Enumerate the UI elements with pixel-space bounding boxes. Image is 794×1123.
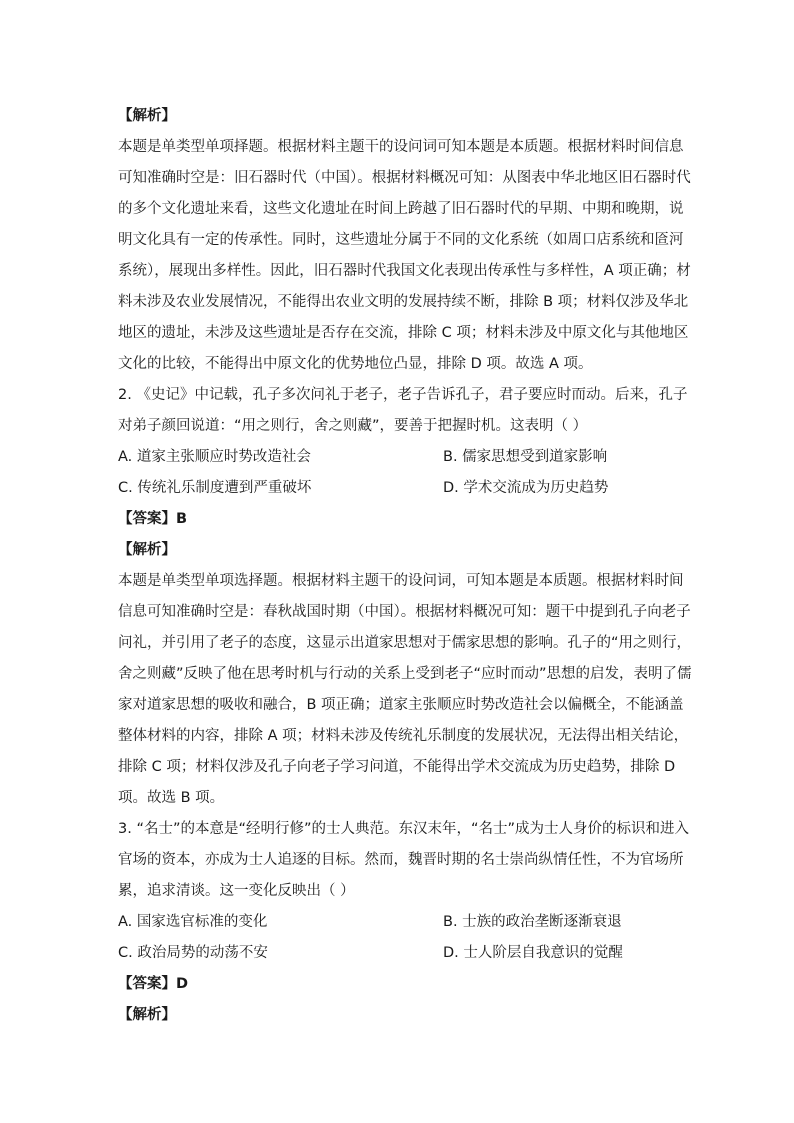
question-2-option-d: D. 学术交流成为历史趋势 — [443, 480, 609, 496]
question-2-answer: 【答案】B — [118, 511, 188, 527]
document-page — [118, 101, 692, 1031]
question-3-line-1: 3. “名士”的本意是“经明行修”的士人典范。东汉末年，“名士”成为士人身价的标识和进入 — [118, 821, 690, 837]
question-2-analysis-line-2: 信息可知准确时空是：春秋战国时期（中国）。根据材料概况可知：题干中提到孔子向老子 — [118, 604, 691, 620]
question-3-option-a: A. 国家选官标准的变化 — [118, 914, 268, 930]
analysis-1-line-8: 文化的比较，不能得出中原文化的优势地位凸显，排除 D 项。故选 A 项。 — [118, 356, 593, 372]
question-3-answer: 【答案】D — [118, 976, 189, 992]
question-2-analysis-line-1: 本题是单类型单项选择题。根据材料主题干的设问词，可知本题是本质题。根据材料时间 — [118, 573, 684, 589]
analysis-1-line-6: 料未涉及农业发展情况，不能得出农业文明的发展持续不断，排除 B 项；材料仅涉及华北 — [118, 294, 689, 310]
question-3-option-c: C. 政治局势的动荡不安 — [118, 945, 268, 961]
analysis-header-1: 【解析】 — [118, 108, 176, 124]
analysis-1-line-5: 系统），展现出多样性。因此，旧石器时代我国文化表现出传承性与多样性，A 项正确；材 — [118, 263, 691, 279]
question-2-option-b: B. 儒家思想受到道家影响 — [443, 449, 608, 465]
question-2-analysis-line-8: 项。故选 B 项。 — [118, 790, 225, 806]
question-2-option-a: A. 道家主张顺应时势改造社会 — [118, 449, 311, 465]
question-3-options-row-1 — [118, 907, 676, 938]
question-2-analysis-line-5: 家对道家思想的吸收和融合，B 项正确；道家主张顺应时势改造社会以偏概全，不能涵盖 — [118, 697, 684, 713]
question-3-line-3: 累，追求清谈。这一变化反映出（ ） — [118, 883, 355, 899]
question-3-analysis-header: 【解析】 — [118, 1007, 176, 1023]
question-3-options-row-2 — [118, 938, 676, 969]
question-3-option-d: D. 士人阶层自我意识的觉醒 — [443, 945, 623, 961]
question-2-options-row-2 — [118, 473, 676, 504]
question-2-line-1: 2. 《史记》中记载，孔子多次问礼于老子，老子告诉孔子，君子要应时而动。后来，孔子 — [118, 387, 688, 403]
question-2-options-row-1 — [118, 442, 676, 473]
question-2-analysis-line-3: 问礼，并引用了老子的态度，这显示出道家思想对于儒家思想的影响。孔子的“用之则行， — [118, 635, 692, 651]
question-2-analysis-line-4: 舍之则藏”反映了他在思考时机与行动的关系上受到老子“应时而动”思想的启发，表明了儒 — [118, 666, 692, 682]
analysis-1-line-3: 的多个文化遗址来看，这些文化遗址在时间上跨越了旧石器时代的早期、中期和晚期，说 — [118, 201, 684, 217]
question-2-line-2: 对弟子颜回说道：“用之则行，舍之则藏”，要善于把握时机。这表明（ ） — [118, 418, 588, 434]
question-2-analysis-line-7: 排除 C 项；材料仅涉及孔子向老子学习问道，不能得出学术交流成为历史趋势，排除 D — [118, 759, 676, 775]
question-3-line-2: 官场的资本，亦成为士人追逐的目标。然而，魏晋时期的名士崇尚纵情任性，不为官场所 — [118, 852, 684, 868]
analysis-1-line-1: 本题是单类型单项择题。根据材料主题干的设问词可知本题是本质题。根据材料时间信息 — [118, 139, 684, 155]
question-2-analysis-line-6: 整体材料的内容，排除 A 项；材料未涉及传统礼乐制度的发展状况，无法得出相关结论， — [118, 728, 689, 744]
analysis-1-line-4: 明文化具有一定的传承性。同时，这些遗址分属于不同的文化系统（如周口店系统和匼河 — [118, 232, 684, 248]
question-2-analysis-header: 【解析】 — [118, 542, 176, 558]
analysis-1-line-7: 地区的遗址，未涉及这些遗址是否存在交流，排除 C 项；材料未涉及中原文化与其他地区 — [118, 325, 689, 341]
question-2-option-c: C. 传统礼乐制度遭到严重破坏 — [118, 480, 312, 496]
question-3-option-b: B. 士族的政治垄断逐渐衰退 — [443, 914, 622, 930]
analysis-1-line-2: 可知准确时空是：旧石器时代（中国）。根据材料概况可知：从图表中华北地区旧石器时代 — [118, 170, 691, 186]
